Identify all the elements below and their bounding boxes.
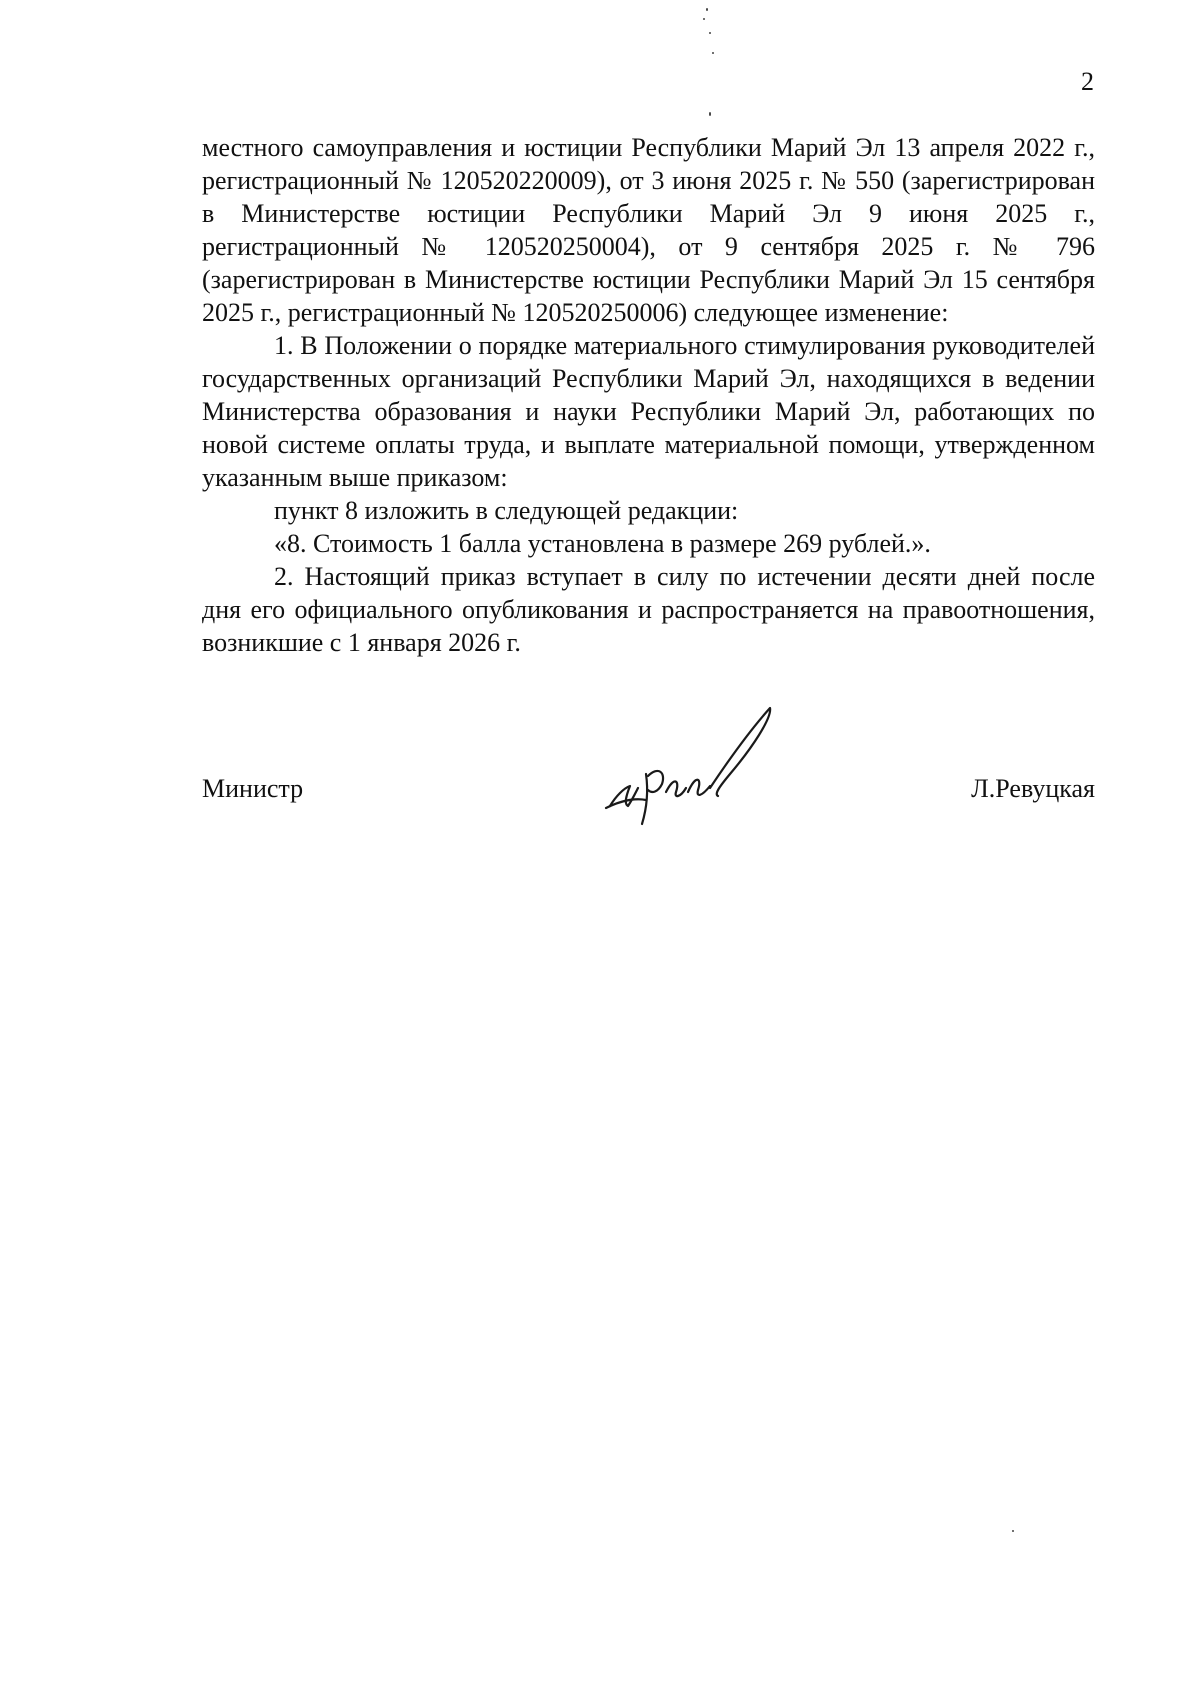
scan-speck <box>709 32 711 34</box>
signatory-name: Л.Ревуцкая <box>971 774 1095 803</box>
paragraph-item-2: 2. Настоящий приказ вступает в силу по истечении десяти дней после дня его официального опубликования и распространяется на правоотношения, возникшие с 1 января 2026 г. <box>202 562 1095 657</box>
scan-speck <box>703 18 705 20</box>
paragraph-continuation: местного самоуправления и юстиции Республики Марий Эл 13 апреля 2022 г., регистрационный № 120520220009), от 3 июня 2025 г. № 550 (зарегистрирован в Министерстве юстиции Республики Марий Эл 9 июня 2025 г., регистрационный № 120520250004), от 9 сентября 2025 г. № 796 (зарегистрирован в Министерстве юстиции Республики Марий Эл 15 сентября 2025 г., регистрационный № 120520250006) следующее изменение: <box>202 133 1095 327</box>
signatory-position: Министр <box>202 774 304 803</box>
scan-speck <box>706 8 708 11</box>
scan-speck <box>709 112 711 116</box>
page-number: 2 <box>1081 67 1094 96</box>
scan-speck <box>712 52 714 54</box>
handwritten-signature-icon <box>602 700 782 830</box>
paragraph-clause-text: «8. Стоимость 1 балла установлена в размере 269 рублей.». <box>274 529 931 558</box>
scan-speck <box>1012 1530 1014 1532</box>
signature-block <box>202 700 1095 840</box>
document-body <box>202 131 1095 659</box>
paragraph-clause-instruction: пункт 8 изложить в следующей редакции: <box>274 496 739 525</box>
paragraph-item-1: 1. В Положении о порядке материального стимулирования руководителей государственных организаций Республики Марий Эл, находящихся в ведении Министерства образования и науки Республики Марий Эл, работающих по новой системе оплаты труда, и выплате материальной помощи, утвержденном указанным выше приказом: <box>202 331 1095 492</box>
